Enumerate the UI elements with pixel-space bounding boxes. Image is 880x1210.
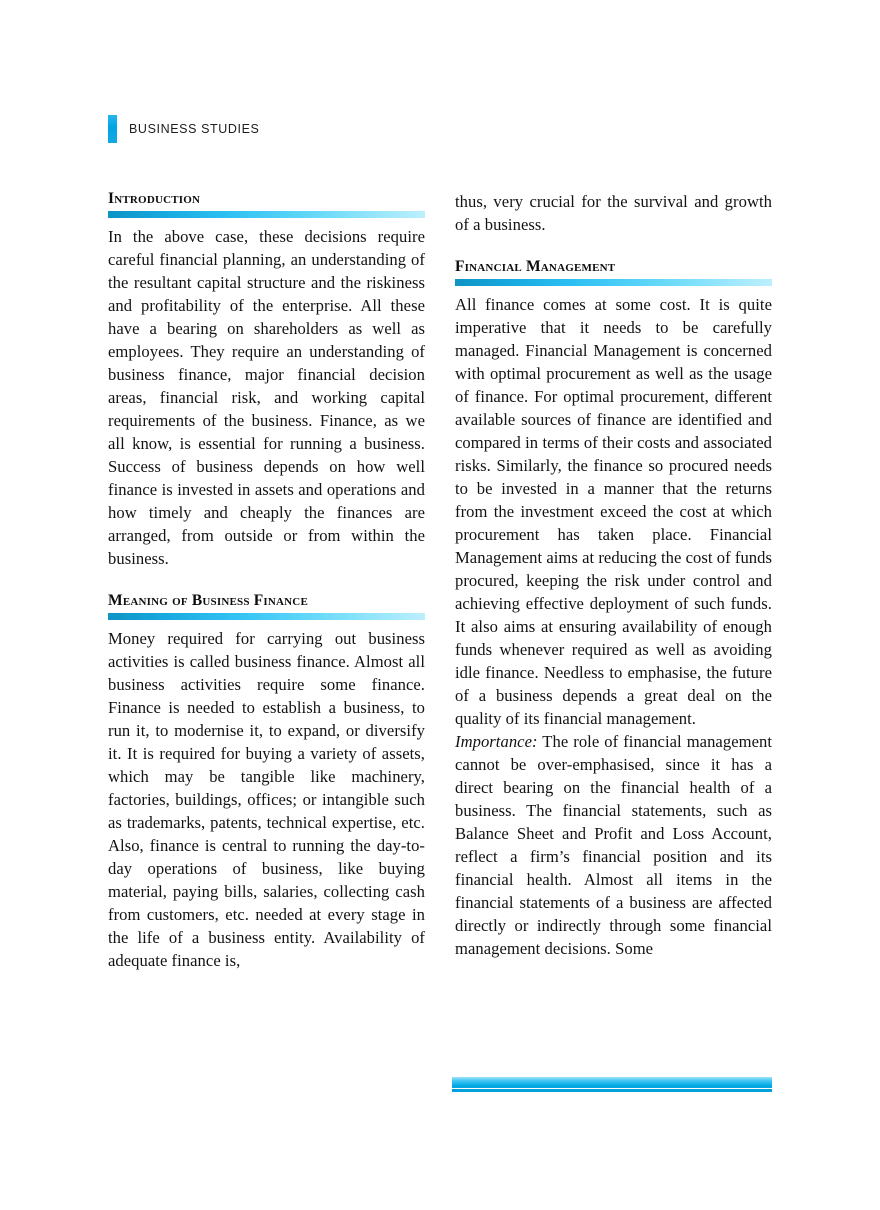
spacer (108, 570, 425, 592)
spacer (455, 236, 772, 258)
section-rule (108, 613, 425, 620)
importance-label: Importance: (455, 731, 538, 751)
section-rule (455, 279, 772, 286)
footer-accent-bar (452, 1077, 772, 1088)
paragraph: Money required for carrying out business activities is called business finance. Almost all business activities require some finance. Finance is needed to establish a business, to run it, to modernise it, to expand, or diversify it. It is required for buying a variety of assets, which may be tangible like machinery, factories, buildings, offices; or intangible such as trademarks, patents, technical expertise, etc. Also, finance is central to running the day-to-day operations of business, like buying material, paying bills, salaries, collecting cash from customers, etc. needed at every stage in the life of a business entity. Availability of adequate finance is, (108, 628, 425, 970)
section-heading-financial-management: Financial Management (455, 258, 616, 275)
paragraph: In the above case, these decisions require careful financial planning, an understanding of the resultant capital structure and the riskiness and profitability of the enterprise. All these have a bearing on shareholders as well as employees. They require an understanding of business finance, major financial decision areas, financial risk, and working capital requirements of the business. Finance, as we all know, is essential for running a business. Success of business depends on how well finance is invested in assets and operations and how timely and cheaply the finances are arranged, from outside or from within the business. (108, 226, 425, 568)
header-title: BUSINESS STUDIES (129, 121, 260, 137)
section-heading-meaning-of-business-finance: Meaning of Business Finance (108, 591, 308, 609)
section-meaning-of-business-finance (108, 592, 425, 972)
left-column (108, 190, 425, 972)
header-accent-bar (108, 115, 117, 143)
section-heading-introduction: Introduction (108, 190, 201, 207)
section-financial-management (455, 258, 772, 960)
paragraph-continuation: thus, very crucial for the survival and growth of a business. (455, 192, 772, 234)
paragraph-importance (455, 730, 772, 960)
paragraph: All finance comes at some cost. It is quite imperative that it needs to be carefully managed. Financial Management is concerned with optimal procurement as well as the usage of finance. For optimal procurement, different available sources of finance are identified and compared in terms of their costs and associated risks. Similarly, the finance so procured needs to be invested in a manner that the returns from the investment exceed the cost at which procurement has taken place. Financial Management aims at reducing the cost of funds procured, keeping the risk under control and achieving effective deployment of such funds. It also aims at ensuring availability of enough funds whenever required as well as avoiding idle finance. Needless to emphasise, the future of a business depends a great deal on the quality of its financial management. (455, 294, 772, 728)
running-header (108, 115, 259, 143)
section-rule (108, 211, 425, 218)
section-introduction (108, 190, 425, 570)
right-column (455, 190, 772, 972)
text-columns (108, 190, 772, 972)
importance-text: The role of financial management cannot be over-emphasised, since it has a direct bearing on the financial health of a business. The financial statements, such as Balance Sheet and Profit and Loss Account, reflect a firm’s financial position and its financial health. Almost all items in the financial statements of a business are affected directly or indirectly through some financial management decisions. Some (455, 731, 772, 958)
footer-accent-line (452, 1089, 772, 1092)
